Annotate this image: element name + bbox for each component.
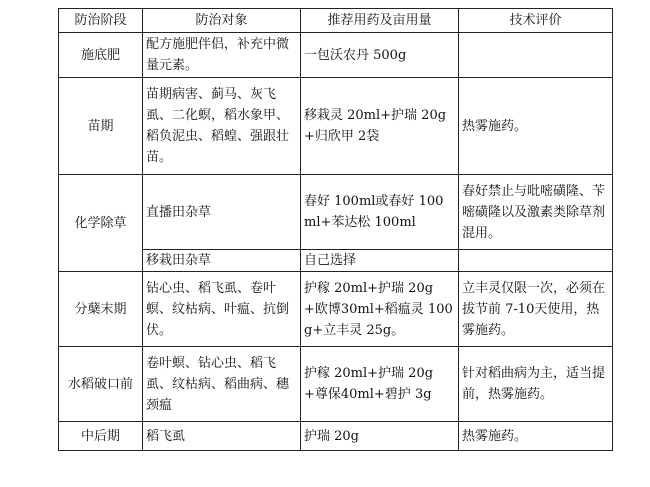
- target-cell: 直播田杂草: [143, 175, 301, 250]
- drugs-cell: 护瑞 20g: [301, 422, 459, 451]
- table-row: [59, 272, 613, 347]
- drugs-cell: 移栽灵 20ml+护瑞 20g+归欣甲 2袋: [301, 78, 459, 175]
- table-row: [59, 347, 613, 422]
- table-row: [59, 422, 613, 451]
- target-cell: 苗期病害、蓟马、灰飞虱、二化螟，稻水象甲、稻负泥虫、稻蝗、强跟壮苗。: [143, 78, 301, 175]
- target-cell: 稻飞虱: [143, 422, 301, 451]
- target-cell: 钻心虫、稻飞虱、卷叶螟、纹枯病、叶瘟、抗倒伏。: [143, 272, 301, 347]
- evaluation-cell: 立丰灵仅限一次，必须在拔节前 7-10天使用，热雾施药。: [459, 272, 613, 347]
- target-cell: 卷叶螟、钻心虫、稻飞虱、纹枯病、稻曲病、穗颈瘟: [143, 347, 301, 422]
- stage-cell: 化学除草: [59, 175, 143, 272]
- evaluation-cell: [459, 250, 613, 272]
- stage-cell: 水稻破口前: [59, 347, 143, 422]
- evaluation-cell: [459, 33, 613, 78]
- evaluation-cell: 热雾施药。: [459, 78, 613, 175]
- drugs-cell: 一包沃农丹 500g: [301, 33, 459, 78]
- drugs-cell: 护稼 20ml+护瑞 20g+尊保40ml+碧护 3g: [301, 347, 459, 422]
- drugs-cell: 春好 100ml或春好 100ml+苯达松 100ml: [301, 175, 459, 250]
- target-cell: 移栽田杂草: [143, 250, 301, 272]
- evaluation-cell: 针对稻曲病为主，适当提前，热雾施药。: [459, 347, 613, 422]
- header-evaluation: 技术评价: [459, 9, 613, 33]
- header-drugs: 推荐用药及亩用量: [301, 9, 459, 33]
- pest-control-table: [58, 8, 613, 451]
- table-row: [59, 250, 613, 272]
- header-target: 防治对象: [143, 9, 301, 33]
- stage-cell: 分蘖末期: [59, 272, 143, 347]
- drugs-cell: 护稼 20ml+护瑞 20g+欧博30ml+稻瘟灵 100g+立丰灵 25g。: [301, 272, 459, 347]
- stage-cell: 施底肥: [59, 33, 143, 78]
- drugs-cell: 自己选择: [301, 250, 459, 272]
- table-row: [59, 175, 613, 250]
- header-stage: 防治阶段: [59, 9, 143, 33]
- stage-cell: 苗期: [59, 78, 143, 175]
- evaluation-cell: 春好禁止与吡嘧磺隆、苄嘧磺隆以及激素类除草剂混用。: [459, 175, 613, 250]
- target-cell: 配方施肥伴侣，补充中微量元素。: [143, 33, 301, 78]
- table-row: [59, 33, 613, 78]
- table-row: [59, 78, 613, 175]
- evaluation-cell: 热雾施药。: [459, 422, 613, 451]
- header-row: [59, 9, 613, 33]
- stage-cell: 中后期: [59, 422, 143, 451]
